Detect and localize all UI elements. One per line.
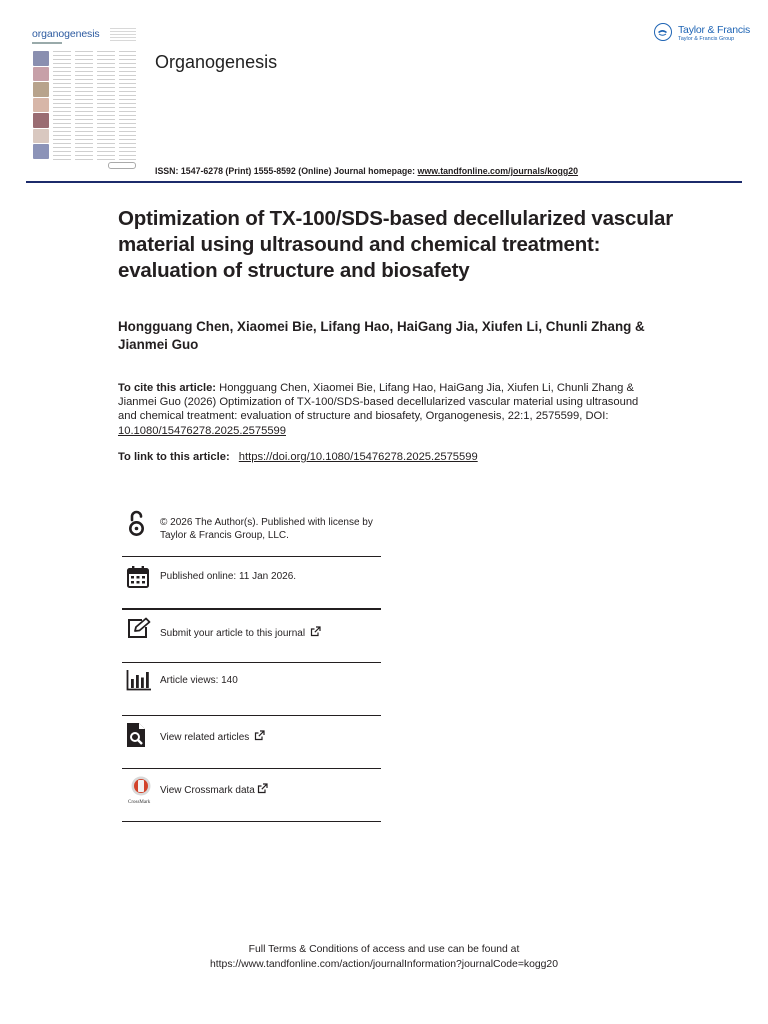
cover-publisher-logo xyxy=(108,162,136,169)
crossmark-icon xyxy=(126,775,156,805)
license-text: © 2026 The Author(s). Published with license by Taylor & Francis Group, LLC. xyxy=(160,517,373,541)
cover-journal-title: organogenesis xyxy=(32,28,100,40)
cover-text-column xyxy=(53,51,71,163)
edit-icon xyxy=(126,617,152,643)
related-row[interactable] xyxy=(122,716,381,769)
issn-line xyxy=(155,166,578,176)
footer xyxy=(0,942,768,972)
article-authors: Hongguang Chen, Xiaomei Bie, Lifang Hao, HaiGang Jia, Xiufen Li, Chunli Zhang & Jianmei Guo xyxy=(118,319,645,352)
crossmark-label: View Crossmark data xyxy=(160,785,255,796)
license-row xyxy=(122,504,381,557)
published-row xyxy=(122,557,381,610)
issn-text: ISSN: 1547-6278 (Print) 1555-8592 (Online) Journal homepage: xyxy=(155,166,416,176)
views-row xyxy=(122,663,381,716)
external-link-icon xyxy=(254,730,265,745)
publisher-name: Taylor & Francis xyxy=(678,24,751,36)
cover-images xyxy=(33,51,49,159)
journal-homepage-link[interactable]: www.tandfonline.com/journals/kogg20 xyxy=(417,166,579,176)
journal-name: Organogenesis xyxy=(155,52,278,72)
external-link-icon xyxy=(310,626,321,641)
article-link-block xyxy=(118,450,678,464)
crossmark-logo-text: CrossMark xyxy=(128,800,151,805)
open-access-icon xyxy=(126,510,152,536)
article-title: Optimization of TX-100/SDS-based decellularized vascular material using ultrasound and chemical treatment: evaluation of structure and biosafety xyxy=(118,207,673,282)
crossmark-row[interactable] xyxy=(122,769,381,822)
row-divider xyxy=(122,821,381,822)
article-views: Article views: 140 xyxy=(160,675,238,686)
search-document-icon xyxy=(126,722,152,748)
link-label: To link to this article: xyxy=(118,451,230,463)
published-date: Published online: 11 Jan 2026. xyxy=(160,571,297,582)
submit-row[interactable] xyxy=(122,610,381,663)
cover-text-column xyxy=(119,51,136,163)
related-label: View related articles xyxy=(160,732,250,743)
footer-terms-link[interactable]: https://www.tandfonline.com/action/journalInformation?journalCode=kogg20 xyxy=(209,959,558,970)
article-doi-link[interactable]: https://doi.org/10.1080/15476278.2025.2575599 xyxy=(238,451,478,463)
citation-label: To cite this article: xyxy=(118,382,217,394)
journal-cover-thumbnail xyxy=(30,24,138,174)
footer-terms-text: Full Terms & Conditions of access and use can be found at xyxy=(248,944,520,955)
citation-doi-link[interactable]: 10.1080/15476278.2025.2575599 xyxy=(118,424,286,437)
submit-article-link[interactable] xyxy=(160,626,321,641)
cover-text-column xyxy=(75,51,93,163)
header-divider xyxy=(26,181,742,183)
submit-label: Submit your article to this journal xyxy=(160,628,306,639)
cover-volume-line xyxy=(32,42,62,44)
citation-block xyxy=(118,381,658,438)
publisher-logo-icon xyxy=(654,23,672,41)
crossmark-link[interactable] xyxy=(160,783,268,798)
calendar-icon xyxy=(126,565,152,591)
citation-text: Hongguang Chen, Xiaomei Bie, Lifang Hao, HaiGang Jia, Xiufen Li, Chunli Zhang & Jianmei Guo (2026) Optimization of TX-100/SDS-based decellularized vascular material using ultrasound and chemical treatment: evaluation of structure and biosafety, Organogenesis, 22:1, 2575599, DOI: xyxy=(118,382,639,423)
related-articles-link[interactable] xyxy=(160,730,265,745)
publisher-logo[interactable] xyxy=(652,21,752,47)
cover-text-column xyxy=(97,51,115,163)
bar-chart-icon xyxy=(126,669,152,695)
publisher-group: Taylor & Francis Group xyxy=(678,36,735,42)
external-link-icon xyxy=(257,783,268,798)
cover-toc-header xyxy=(110,28,136,42)
